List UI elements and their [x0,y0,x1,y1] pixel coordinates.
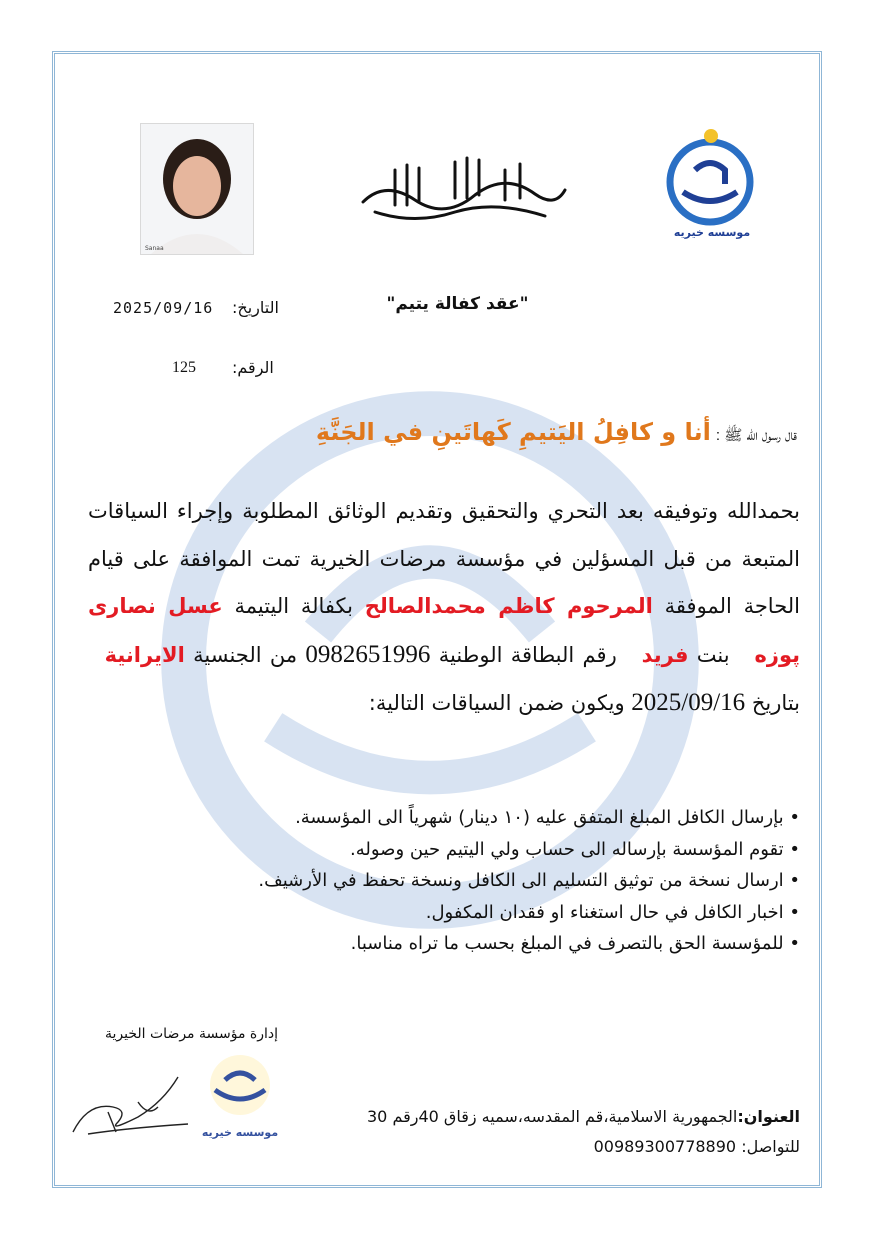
date-label: التاريخ: [232,298,279,317]
charity-logo [655,122,765,247]
address-value: الجمهورية الاسلامية،قم المقدسه،سميه زقاق 40رقم 30 [367,1107,738,1126]
body-part-5: من الجنسية [193,642,298,667]
page-title: "عقد كفالة يتيم" [386,294,529,314]
address-line [340,1102,800,1132]
body-part-1: بحمدالله وتوفيقه بعد التحري والتحقيق وتقديم الوثائق المطلوبة وإجراء السياقات المتبعة من قبل المسؤلين في مؤسسة مرضات الخيرية تمت الموافقة على قيام الحاجة الموفقة [88,499,800,618]
contact-label: للتواصل: [741,1137,800,1156]
number-value: 125 [172,359,196,376]
body-part-7: ويكون ضمن السياقات التالية: [368,691,625,715]
conditions-list [150,802,800,960]
list-item: • للمؤسسة الحق بالتصرف في المبلغ بحسب ما تراه مناسبا. [150,928,800,960]
hadith-line [215,418,797,448]
contact-line [340,1132,800,1162]
address-block [340,1102,800,1162]
body-part-3: بنت [696,642,730,667]
national-id: 0982651996 [305,640,431,668]
logo-emblem [655,122,765,227]
list-item: • ارسال نسخة من توثيق التسليم الى الكافل ونسخة تحفظ في الأرشيف. [150,865,800,897]
phone-number: 00989300778890 [593,1137,737,1156]
list-item: • تقوم المؤسسة بإرساله الى حساب ولي اليتيم حين وصوله. [150,834,800,866]
nationality: الايرانية [104,642,185,667]
hadith-text: أنا و كافِلُ اليَتيمِ كَهاتَينِ في الجَنَّةِ [315,418,711,446]
logo-caption: موسسه خیریه [673,226,751,239]
sponsor-name: المرحوم كاظم محمدالصالح [364,594,653,618]
photo-portrait [141,124,253,254]
bismillah-calligraphy [355,150,570,230]
date-value: 2025/09/16 [113,299,214,317]
administration-label: إدارة مؤسسة مرضات الخيرية [105,1026,279,1042]
father-name: فريد [641,642,689,667]
list-item: • بإرسال الكافل المبلغ المتفق عليه (١٠ دينار) شهرياً الى المؤسسة. [150,802,800,834]
signature [68,1062,193,1142]
body-date: 2025/09/16 [631,689,746,716]
list-item: • اخبار الكافل في حال استغناء او فقدان المكفول. [150,897,800,929]
stamp-emblem [190,1050,290,1120]
body-part-6: بتاريخ [751,691,800,715]
body-part-2: بكفالة اليتيمة [234,594,353,618]
photo-caption: Sanaa [145,245,164,252]
charity-stamp [190,1050,290,1140]
orphan-name: عسل نصارى پوزه [88,594,801,667]
address-label: العنوان: [737,1107,800,1126]
stamp-text: موسسه خيريه [201,1126,279,1139]
orphan-photo [140,123,254,255]
number-label: الرقم: [232,358,274,377]
hadith-intro: قال رسول الله ﷺ : [715,427,797,444]
contract-body [88,488,800,728]
body-part-4: رقم البطاقة الوطنية [438,642,617,667]
